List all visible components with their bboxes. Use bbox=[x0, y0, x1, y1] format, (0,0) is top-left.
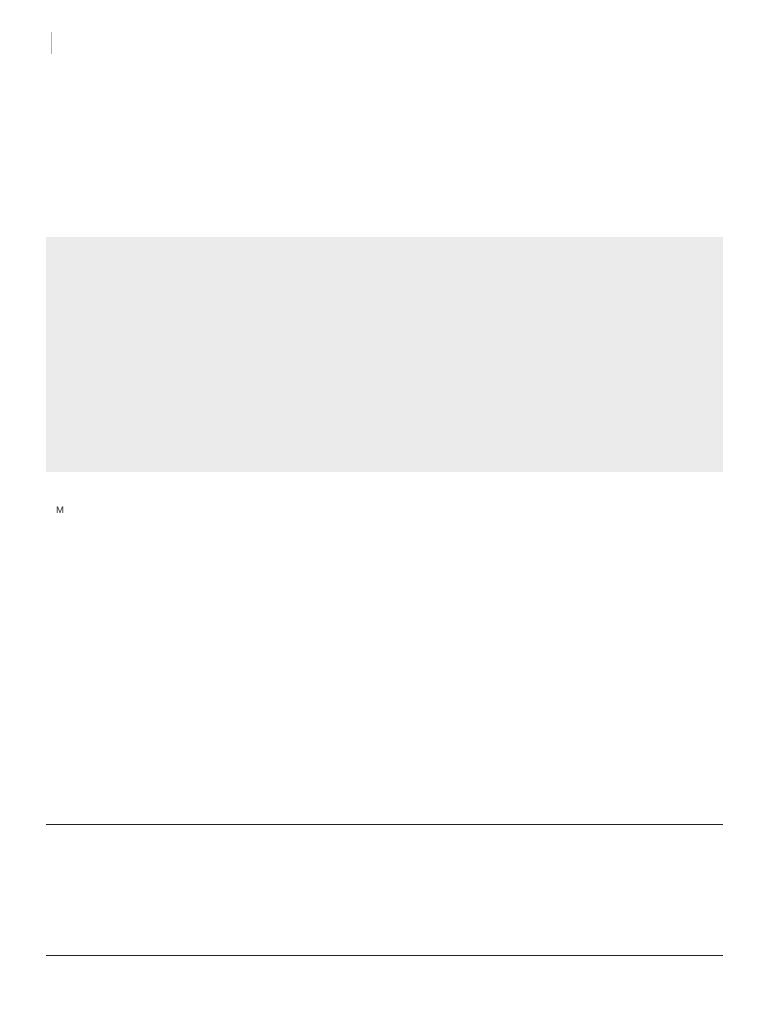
npj-nature-partner-logo bbox=[709, 965, 712, 973]
paragraph: M bbox=[56, 505, 64, 516]
column-left bbox=[46, 503, 366, 521]
affiliations bbox=[46, 826, 722, 839]
footnote-divider bbox=[46, 824, 723, 825]
footer-divider bbox=[46, 955, 723, 956]
brand-divider bbox=[51, 32, 52, 54]
journal-brand bbox=[46, 32, 59, 54]
abstract-box bbox=[46, 237, 723, 472]
